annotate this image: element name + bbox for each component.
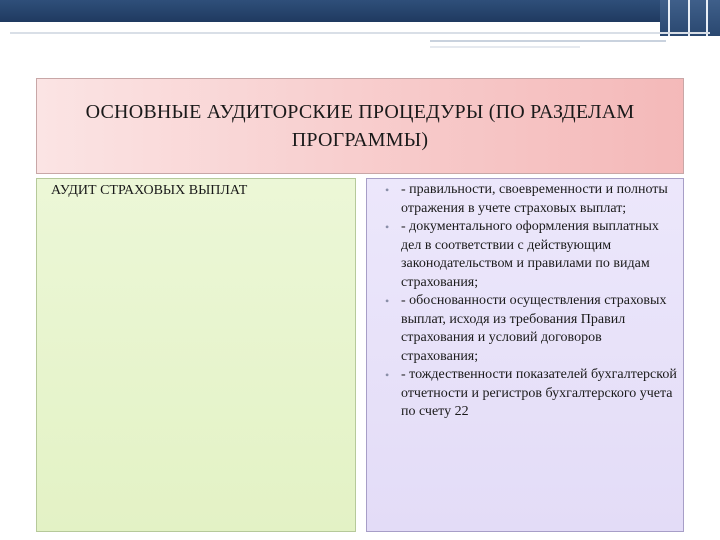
list-item (381, 181, 677, 218)
bullet-icon: • (385, 183, 390, 197)
right-content-box (366, 178, 684, 532)
slide-title-box (36, 78, 684, 174)
left-content-box (36, 178, 356, 532)
list-item (381, 366, 677, 422)
bullet-text: - правильности, своевременности и полноты отражения в учете страховых выплат; (401, 182, 668, 216)
top-decorative-band (0, 0, 720, 22)
list-item (381, 218, 677, 292)
list-item (381, 292, 677, 366)
bullet-icon: • (385, 368, 390, 382)
band-stripe (668, 0, 670, 36)
bullet-icon: • (385, 220, 390, 234)
slide-title: ОСНОВНЫЕ АУДИТОРСКИЕ ПРОЦЕДУРЫ (ПО РАЗДЕЛАМ ПРОГРАММЫ) (85, 101, 635, 151)
band-stripe (706, 0, 708, 36)
decorative-line (430, 46, 580, 48)
bullet-text: - тождественности показателей бухгалтерской отчетности и регистров бухгалтерского учета по счету 22 (401, 367, 677, 419)
bullet-list (381, 181, 677, 422)
bullet-text: - документального оформления выплатных дел в соответствии с действующим законодательством и правилами по видам страхования; (401, 219, 659, 290)
bullet-icon: • (385, 294, 390, 308)
band-stripe (688, 0, 690, 36)
left-box-label: АУДИТ СТРАХОВЫХ ВЫПЛАТ (51, 183, 248, 198)
bullet-text: - обоснованности осуществления страховых выплат, исходя из требования Правил страхования и условий договоров страхования; (401, 293, 667, 364)
decorative-line (430, 40, 666, 42)
decorative-line (10, 32, 710, 34)
